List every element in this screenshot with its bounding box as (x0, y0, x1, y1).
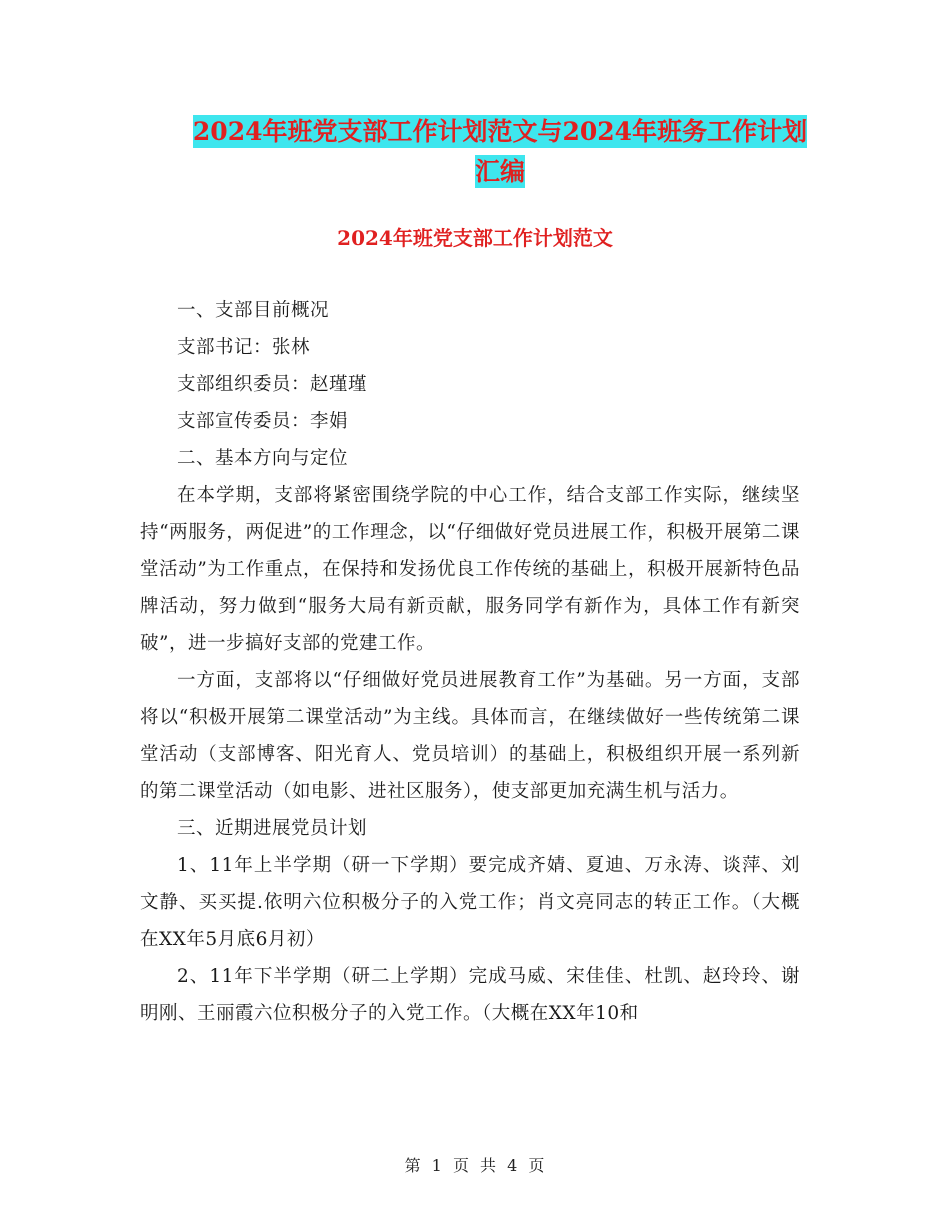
section-title: 2024年班党支部工作计划范文 (337, 226, 613, 250)
paragraph: 支部宣传委员：李娟 (177, 411, 349, 432)
paragraph: 二、基本方向与定位 (177, 448, 349, 469)
paragraph: 支部组织委员：赵瑾瑾 (177, 374, 368, 395)
paragraph: 一、支部目前概况 (177, 300, 330, 321)
paragraph: 一方面，支部将以“仔细做好党员进展教育工作”为基础。另一方面，支部将以“积极开展第二课堂活动”为主线。具体而言，在继续做好一些传统第二课堂活动（支部博客、阳光育人、党员培训）的基础上，积极组织开展一系列新的第二课堂活动（如电影、进社区服务），使支部更加充满生机与活力。 (140, 670, 800, 802)
paragraph: 1、11年上半学期（研一下学期）要完成齐婧、夏迪、万永涛、谈萍、刘文静、买买提.依明六位积极分子的入党工作；肖文亮同志的转正工作。（大概在XX年5月底6月初） (140, 855, 800, 950)
page-footer: 第 1 页 共 4 页 (404, 1156, 546, 1175)
document-title-line1: 2024年班党支部工作计划范文与2024年班务工作计划 (192, 117, 808, 146)
document-title (140, 112, 860, 192)
document-title-line2: 汇编 (474, 157, 525, 186)
paragraph: 2、11年下半学期（研二上学期）完成马威、宋佳佳、杜凯、赵玲玲、谢明刚、王丽霞六位积极分子的入党工作。（大概在XX年10和 (140, 966, 800, 1024)
document-body (140, 292, 800, 1032)
paragraph: 三、近期进展党员计划 (177, 818, 368, 839)
paragraph: 在本学期，支部将紧密围绕学院的中心工作，结合支部工作实际，继续坚持“两服务，两促进”的工作理念，以“仔细做好党员进展工作，积极开展第二课堂活动”为工作重点，在保持和发扬优良工作传统的基础上，积极开展新特色品牌活动，努力做到“服务大局有新贡献，服务同学有新作为，具体工作有新突破”，进一步搞好支部的党建工作。 (140, 485, 800, 654)
paragraph: 支部书记：张林 (177, 337, 311, 358)
